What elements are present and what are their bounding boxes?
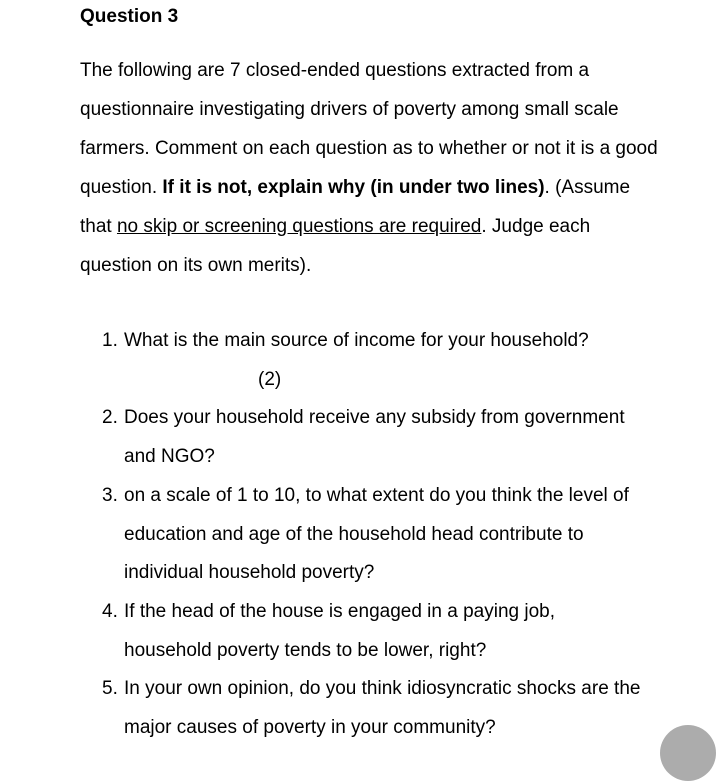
- item-text: Does your household receive any subsidy from government and NGO?: [124, 407, 625, 468]
- item-number: 4.: [102, 600, 118, 622]
- item-text: on a scale of 1 to 10, to what extent do you think the level of education and age of the household head contribute to individual household poverty?: [124, 484, 629, 584]
- list-item: [0, 399, 644, 476]
- item-text: If the head of the house is engaged in a paying job, household poverty tends to be lower, right?: [124, 600, 555, 661]
- floating-action-button[interactable]: [660, 725, 716, 781]
- list-item: [0, 477, 644, 593]
- item-text: What is the main source of income for your household?: [124, 330, 589, 351]
- item-marks: (2): [258, 368, 282, 390]
- question-heading: Question 3: [80, 6, 179, 27]
- intro-text-1: The following are 7 closed-ended questions extracted from a questionnaire investigating drivers of poverty among small scale farmers. Comment on each question as to whether or not it is a good question.: [80, 60, 658, 198]
- intro-text-2: . (Assume that: [80, 177, 631, 237]
- intro-paragraph: [80, 51, 660, 285]
- item-text: In your own opinion, do you think idiosyncratic shocks are the major causes of poverty in your community?: [124, 678, 641, 739]
- question-list: [0, 322, 720, 748]
- list-item: [0, 322, 644, 399]
- item-number: 5.: [102, 678, 118, 700]
- item-number: 2.: [102, 407, 118, 429]
- list-item: [0, 670, 644, 747]
- intro-text-3: . Judge each question on its own merits).: [80, 216, 591, 276]
- item-number: 3.: [102, 484, 118, 506]
- list-item: [0, 593, 644, 670]
- intro-underlined-note: no skip or screening questions are required: [116, 216, 482, 237]
- intro-bold-instruction: If it is not, explain why (in under two lines): [162, 177, 545, 198]
- item-number: 1.: [102, 330, 118, 351]
